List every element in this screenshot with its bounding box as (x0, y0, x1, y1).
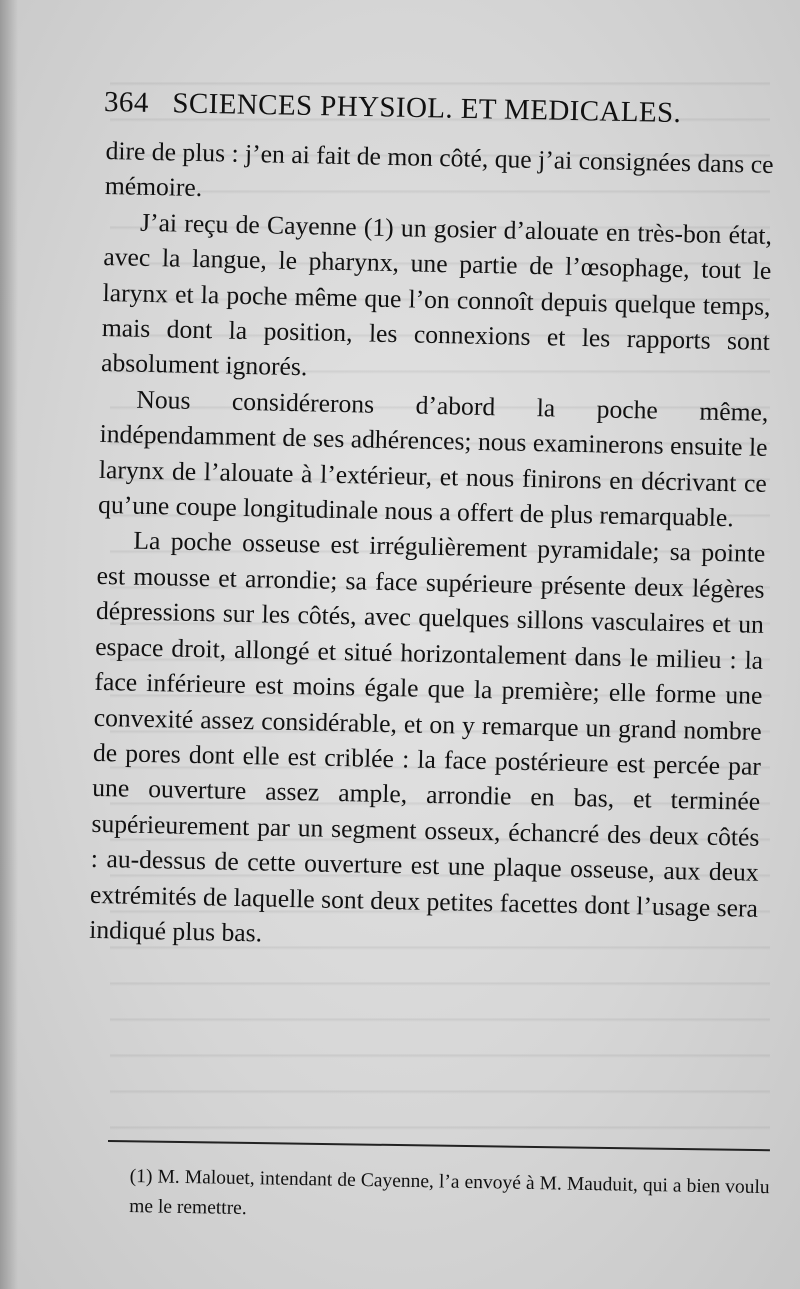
paragraph-continuation: dire de plus : j’en ai fait de mon côté, que j’ai consignées dans ce mémoire. (104, 135, 774, 203)
body-text (89, 133, 774, 961)
footnote-marker: (1) (129, 1165, 153, 1188)
paragraph-gosier: J’ai reçu de Cayenne (1) un gosier d’alouate en très-bon état, avec la langue, le pharynx, une partie de l’œsophage, tout le larynx et la poche même que l’on connoît depuis quelque temps, mais dont la position, les connexions et les rapports sont absolument ignorés. (100, 207, 773, 382)
paragraph-poche-osseuse: La poche osseuse est irrégulièrement pyramidale; sa pointe est mousse et arrondie; sa face supérieure présente deux légères dépressions sur les côtés, avec quelques sillons vasculaires et un espace droit, allongé et situé horizontalement dans le milieu : la face inférieure est moins égale que la première; elle forme une convexité assez considérable, et on y remarque un grand nombre de pores dont elle est criblée : la face postérieure est percée par une ouverture assez ample, arrondie en bas, et terminée supérieurement par un segment osseux, échancré des deux côtés : au-dessus de cette ouverture est une plaque osseuse, aux deux extrémités de laquelle sont deux petites facettes dont l’usage sera indiqué plus bas. (89, 526, 766, 948)
page-gutter-shadow (0, 0, 18, 1289)
footnote (129, 1162, 770, 1233)
page-number: 364 (103, 86, 150, 119)
footnote-text: M. Malouet, intendant de Cayenne, l’a envoyé à M. Mauduit, qui a bien voulu me le remettre. (129, 1166, 770, 1220)
paragraph-plan: Nous considérerons d’abord la poche même, indépendamment de ses adhérences; nous examinerons ensuite le larynx de l’alouate à l’extérieur, et nous finirons en décrivant ce qu’une coupe longitudinale nous a offert de plus remarquable. (97, 384, 769, 533)
running-title: SCIENCES PHYSIOL. ET MEDICALES. (172, 87, 682, 130)
